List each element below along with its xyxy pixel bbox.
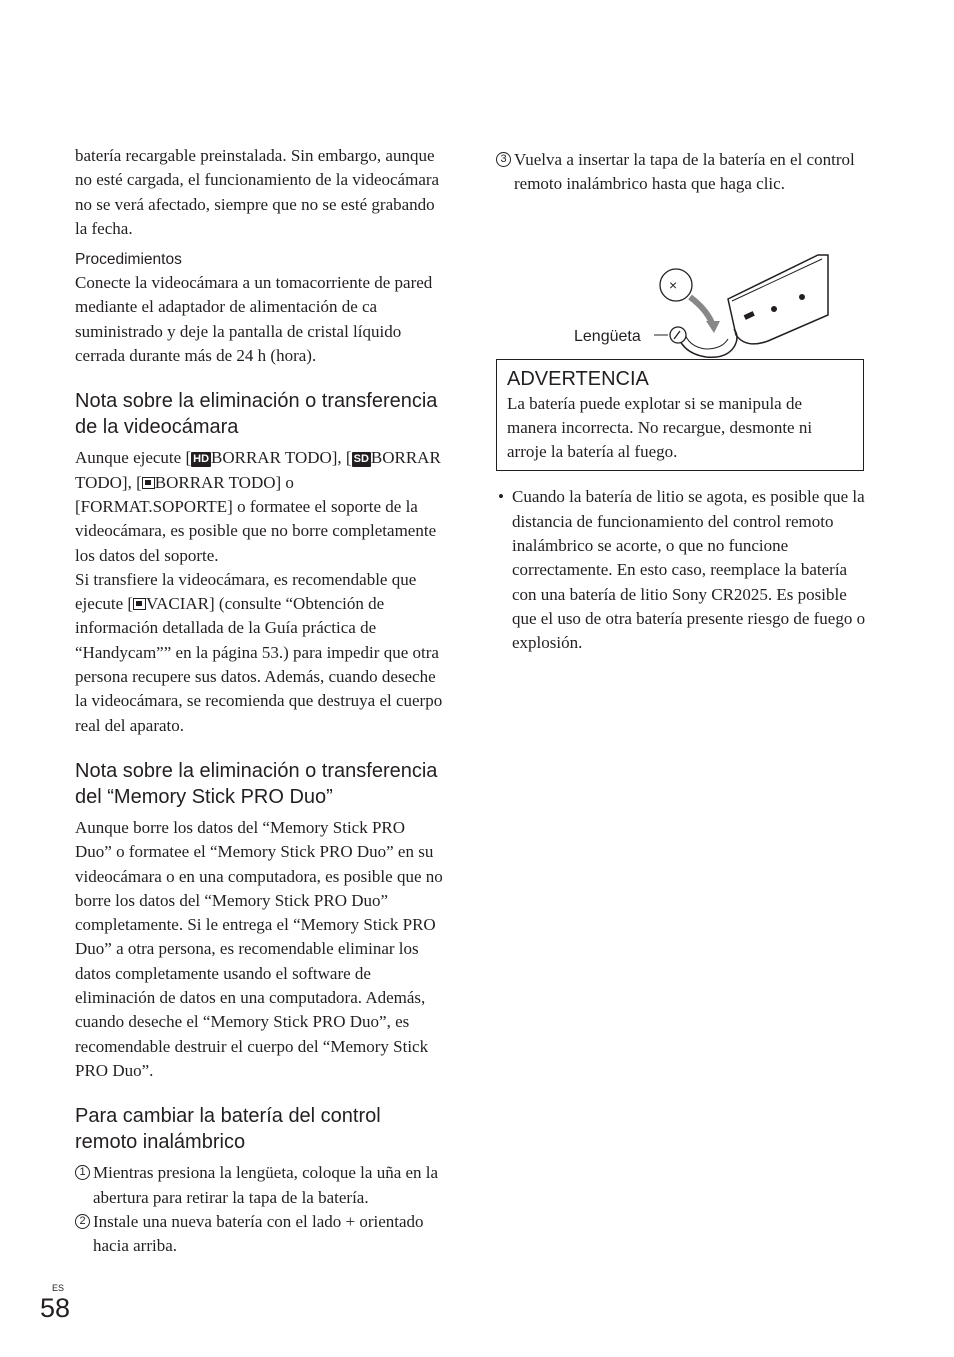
step-number-2: 2 bbox=[75, 1214, 90, 1229]
right-column bbox=[496, 148, 868, 656]
warning-text: La batería puede explotar si se manipula de manera incorrecta. No recargue, desmonte ni arroje la batería al fuego. bbox=[507, 393, 813, 462]
bullet-text: Cuando la batería de litio se agota, es posible que la distancia de funcionamiento del control remoto inalámbrico se acorte, o que no funcione correctamente. En esto caso, reemplace la batería con una batería de litio Sony CR2025. Es posible que el uso de otra batería presente riesgo de fuego o explosión. bbox=[512, 487, 866, 653]
intro-paragraph: batería recargable preinstalada. Sin embargo, aunque no esté cargada, el funcionamiento de la videocámara no se verá afectado, siempre que no se esté grabando la fecha. bbox=[75, 146, 440, 238]
remote-control-illustration bbox=[556, 249, 836, 379]
page-number: 58 bbox=[40, 1293, 71, 1323]
procedures-heading: Procedimientos bbox=[75, 251, 182, 269]
section1-paragraph1: Aunque ejecute [ HD BORRAR TODO], [ SD BORRAR TODO], [ BORRAR TODO] o [FORMAT.SOPORTE] o formatee el soporte de la videocámara, es posible que no borre completamente los datos del soporte. bbox=[75, 448, 441, 565]
section2-paragraph: Aunque borre los datos del “Memory Stick PRO Duo” o formatee el “Memory Stick PRO Duo” en su videocámara o en una computadora, es posible que no borre los datos del “Memory Stick PRO Duo” completamente. Si le entrega el “Memory Stick PRO Duo” a otra persona, es recomendable eliminar los datos completamente usando el software de eliminación de datos en una computadora. Además, cuando deseche el “Memory Stick PRO Duo”, es recomendable destruir el cuerpo del “Memory Stick PRO Duo”. bbox=[75, 817, 443, 1080]
procedures-text: Conecte la videocámara a un tomacorriente de pared mediante el adaptador de alimentación de ca suministrado y deje la pantalla de cristal líquido cerrada durante más de 24 h (hora). bbox=[75, 273, 433, 366]
svg-text:×: × bbox=[669, 276, 678, 293]
section-title-camcorder-disposal: Nota sobre la eliminación o transferencia de la videocámara bbox=[75, 390, 438, 439]
hd-icon: HD bbox=[193, 453, 210, 466]
bullet-dot: • bbox=[498, 487, 504, 507]
page-language: ES bbox=[52, 1283, 65, 1293]
step-3-text: Vuelva a insertar la tapa de la batería en el control remoto inalámbrico hasta que haga clic. bbox=[514, 150, 855, 194]
step-2 bbox=[75, 1210, 445, 1259]
section1-paragraph2: Si transfiere la videocámara, es recomendable que ejecute [ VACIAR] (consulte “Obtención de información detallada de la Guía práctica de “Handycam”” en la página 53.) para impedir que otra persona recupere sus datos. Además, cuando deseche la videocámara, se recomienda que destruya el cuerpo real del aparato. bbox=[75, 569, 443, 735]
tab-label: Lengüeta bbox=[574, 327, 641, 345]
step-1-text: Mientras presiona la lengüeta, coloque la uña en la abertura para retirar la tapa de la batería. bbox=[93, 1163, 439, 1207]
bullet-item bbox=[496, 485, 868, 655]
remote-battery-figure bbox=[496, 197, 868, 345]
section-title-remote-battery: Para cambiar la batería del control remoto inalámbrico bbox=[75, 1105, 381, 1154]
step-number-3: 3 bbox=[496, 152, 511, 167]
step-1 bbox=[75, 1161, 445, 1210]
step-3 bbox=[496, 148, 868, 197]
memory-media-icon bbox=[142, 477, 155, 489]
step-number-1: 1 bbox=[75, 1165, 90, 1180]
warning-title: ADVERTENCIA bbox=[507, 367, 649, 390]
internal-memory-icon bbox=[133, 598, 146, 610]
sd-icon: SD bbox=[353, 453, 369, 466]
section-title-memory-stick-disposal: Nota sobre la eliminación o transferencia del “Memory Stick PRO Duo” bbox=[75, 759, 438, 808]
step-2-text: Instale una nueva batería con el lado + orientado hacia arriba. bbox=[93, 1211, 424, 1256]
left-column bbox=[75, 144, 445, 1258]
